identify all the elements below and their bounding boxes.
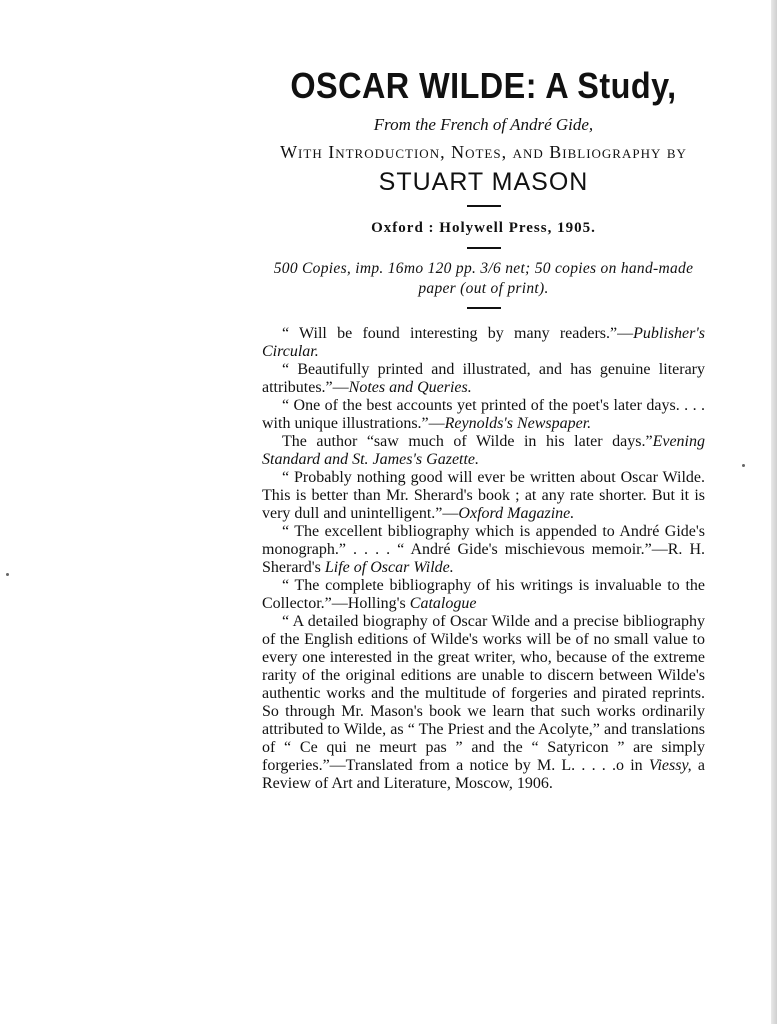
review-source: Oxford Magazine.	[458, 505, 575, 522]
review-quote: “ A detailed biography of Oscar Wilde and a precise bibliography of the English editions of Wilde's works will be of no small value to every one interested in the great writer, who, because of the extreme rarity of the original editions are unable to discern between Wilde's authentic works and the multitude of forgeries and pirated reprints. So through Mr. Mason's book we learn that such works ordinarily attributed to Wilde, as “ The Priest and the Acolyte,” and translations of “ Ce qui ne meurt pas ” and the “ Satyricon ” are simply forgeries.”—Translated from a notice by M. L. . . . .o in Viessy, a Review of Art and Literature, Moscow, 1906.	[262, 613, 705, 792]
scan-speck	[6, 573, 9, 576]
scan-speck	[742, 464, 745, 467]
review-source: Reynolds's Newspaper.	[444, 415, 592, 432]
author-name: STUART MASON	[378, 168, 589, 196]
divider-rule	[467, 205, 501, 207]
publisher-imprint: Oxford : Holywell Press, 1905.	[371, 220, 596, 236]
review-quote: “ Probably nothing good will ever be written about Oscar Wilde. This is better than Mr. Sherard's book ; at any rate shorter. But it is very dull and unintelligent.”—Oxford Magazine.	[262, 469, 705, 522]
divider-rule	[467, 307, 501, 309]
review-source: Evening Standard and St. James's Gazette.	[262, 433, 705, 468]
review-source: Notes and Queries.	[348, 379, 472, 396]
review-quote: “ The complete bibliography of his writings is invaluable to the Collector.”—Holling's Catalogue	[262, 577, 705, 612]
review-source: Viessy,	[648, 757, 692, 774]
review-source: Catalogue	[409, 595, 477, 612]
divider-rule	[467, 247, 501, 249]
review-quote: “ Will be found interesting by many readers.”—Publisher's Circular.	[262, 325, 705, 360]
press-reviews	[262, 325, 705, 793]
introduction-notes-line: With Introduction, Notes, and Bibliography by	[280, 142, 687, 162]
book-title: OSCAR WILDE: A Study,	[290, 65, 677, 106]
review-quote: “ Beautifully printed and illustrated, and has genuine literary attributes.”—Notes and Queries.	[262, 361, 705, 396]
book-advertisement-page	[262, 64, 705, 793]
page-edge-shadow	[771, 0, 777, 1024]
review-quote: “ One of the best accounts yet printed of the poet's later days. . . . with unique illustrations.”—Reynolds's Newspaper.	[262, 397, 705, 432]
review-quote: “ The excellent bibliography which is appended to André Gide's monograph.” . . . . “ André Gide's mischievous memoir.”—R. H. Sherard's Life of Oscar Wilde.	[262, 523, 705, 576]
review-quote: The author “saw much of Wilde in his later days.”Evening Standard and St. James's Gazette.	[262, 433, 705, 468]
review-source: Publisher's Circular.	[262, 325, 705, 360]
edition-details: 500 Copies, imp. 16mo 120 pp. 3/6 net; 50 copies on hand-made paper (out of print).	[273, 260, 694, 297]
book-subtitle: From the French of André Gide,	[373, 115, 594, 134]
review-source: Life of Oscar Wilde.	[324, 559, 454, 576]
